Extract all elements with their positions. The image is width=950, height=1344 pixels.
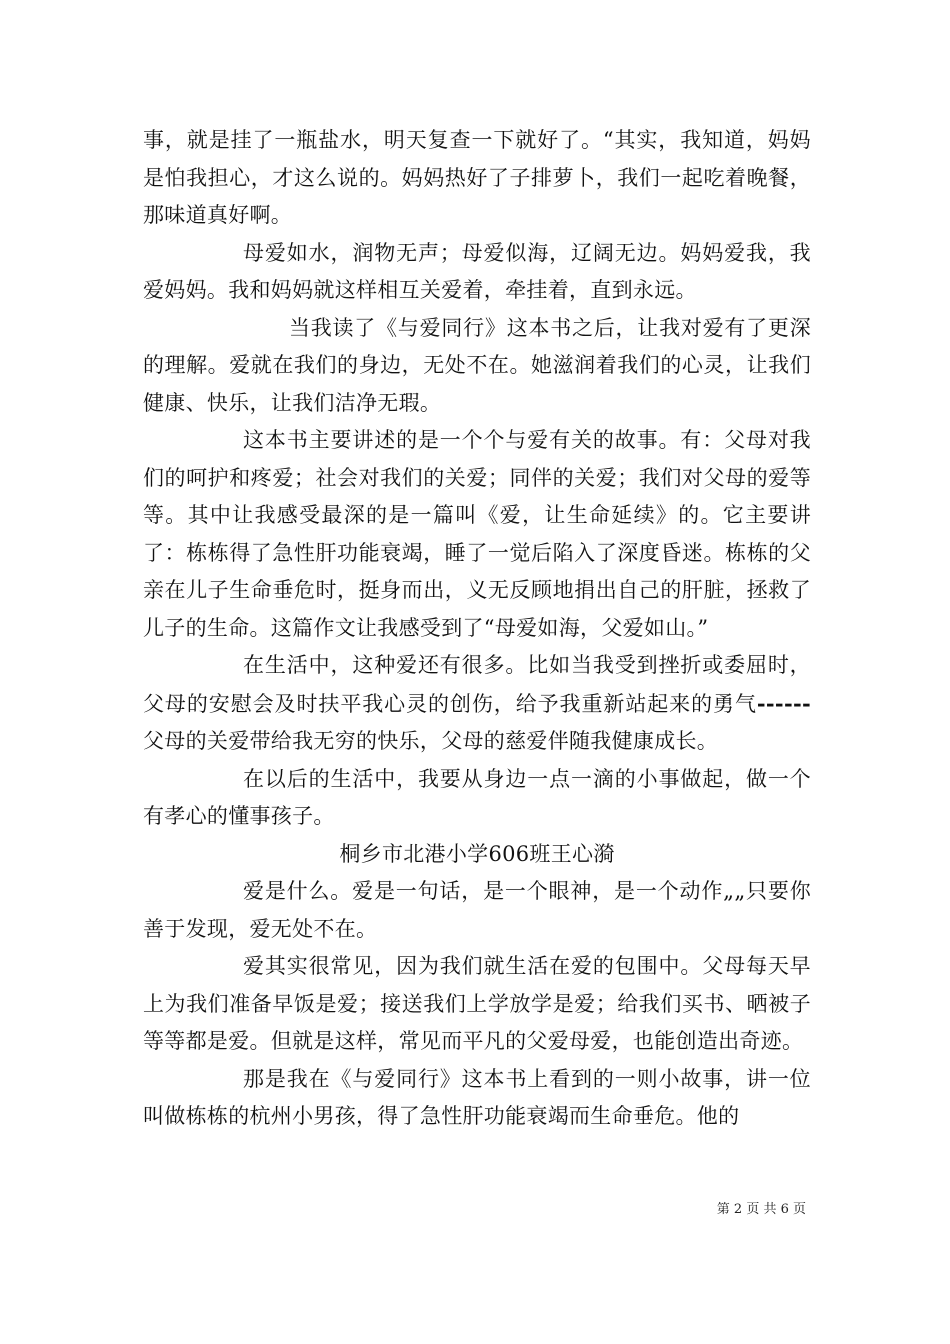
paragraph-5-text-after: 父母的关爱带给我无穷的快乐，父母的慈爱伴随我健康成长。 <box>143 729 719 753</box>
paragraph-2: 母爱如水，润物无声；母爱似海，辽阔无边。妈妈爱我，我爱妈妈。我和妈妈就这样相互关爱着，牵挂着，直到永远。 <box>143 240 811 302</box>
page-number-footer: 第 2 页 共 6 页 <box>716 1202 806 1217</box>
paragraph-8: 爱是什么。爱是一句话，是一个眼神，是一个动作„„只要你善于发现，爱无处不在。 <box>143 879 811 941</box>
document-body <box>143 122 811 1136</box>
paragraph-5-dashes: ------ <box>756 690 811 716</box>
paragraph-5-text-before: 在生活中，这种爱还有很多。比如当我受到挫折或委屈时，父母的安慰会及时扶平我心灵的创伤，给予我重新站起来的勇气 <box>143 653 811 716</box>
paragraph-10: 那是我在《与爱同行》这本书上看到的一则小故事，讲一位叫做栋栋的杭州小男孩，得了急性肝功能衰竭而生命垂危。他的 <box>143 1066 811 1128</box>
paragraph-5 <box>143 647 811 761</box>
paragraph-3: 当我读了《与爱同行》这本书之后，让我对爱有了更深的理解。爱就在我们的身边，无处不在。她滋润着我们的心灵，让我们健康、快乐，让我们洁净无瑕。 <box>143 315 811 415</box>
paragraph-4: 这本书主要讲述的是一个个与爱有关的故事。有：父母对我们的呵护和疼爱；社会对我们的关爱；同伴的关爱；我们对父母的爱等等。其中让我感受最深的是一篇叫《爱，让生命延续》的。它主要讲了：栋栋得了急性肝功能衰竭，睡了一觉后陷入了深度昏迷。栋栋的父亲在儿子生命垂危时，挺身而出，义无反顾地捐出自己的肝脏，拯救了儿子的生命。这篇作文让我感受到了“母爱如海，父爱如山。” <box>143 428 811 640</box>
author-line: 桐乡市北港小学606班王心漪 <box>339 841 615 866</box>
paragraph-6: 在以后的生活中，我要从身边一点一滴的小事做起，做一个有孝心的懂事孩子。 <box>143 766 811 828</box>
paragraph-9: 爱其实很常见，因为我们就生活在爱的包围中。父母每天早上为我们准备早饭是爱；接送我们上学放学是爱；给我们买书、晒被子等等都是爱。但就是这样，常见而平凡的父爱母爱，也能创造出奇迹。 <box>143 954 811 1053</box>
paragraph-1: 事，就是挂了一瓶盐水，明天复查一下就好了。“其实，我知道，妈妈是怕我担心，才这么说的。妈妈热好了子排萝卜，我们一起吃着晚餐，那味道真好啊。 <box>143 128 811 227</box>
